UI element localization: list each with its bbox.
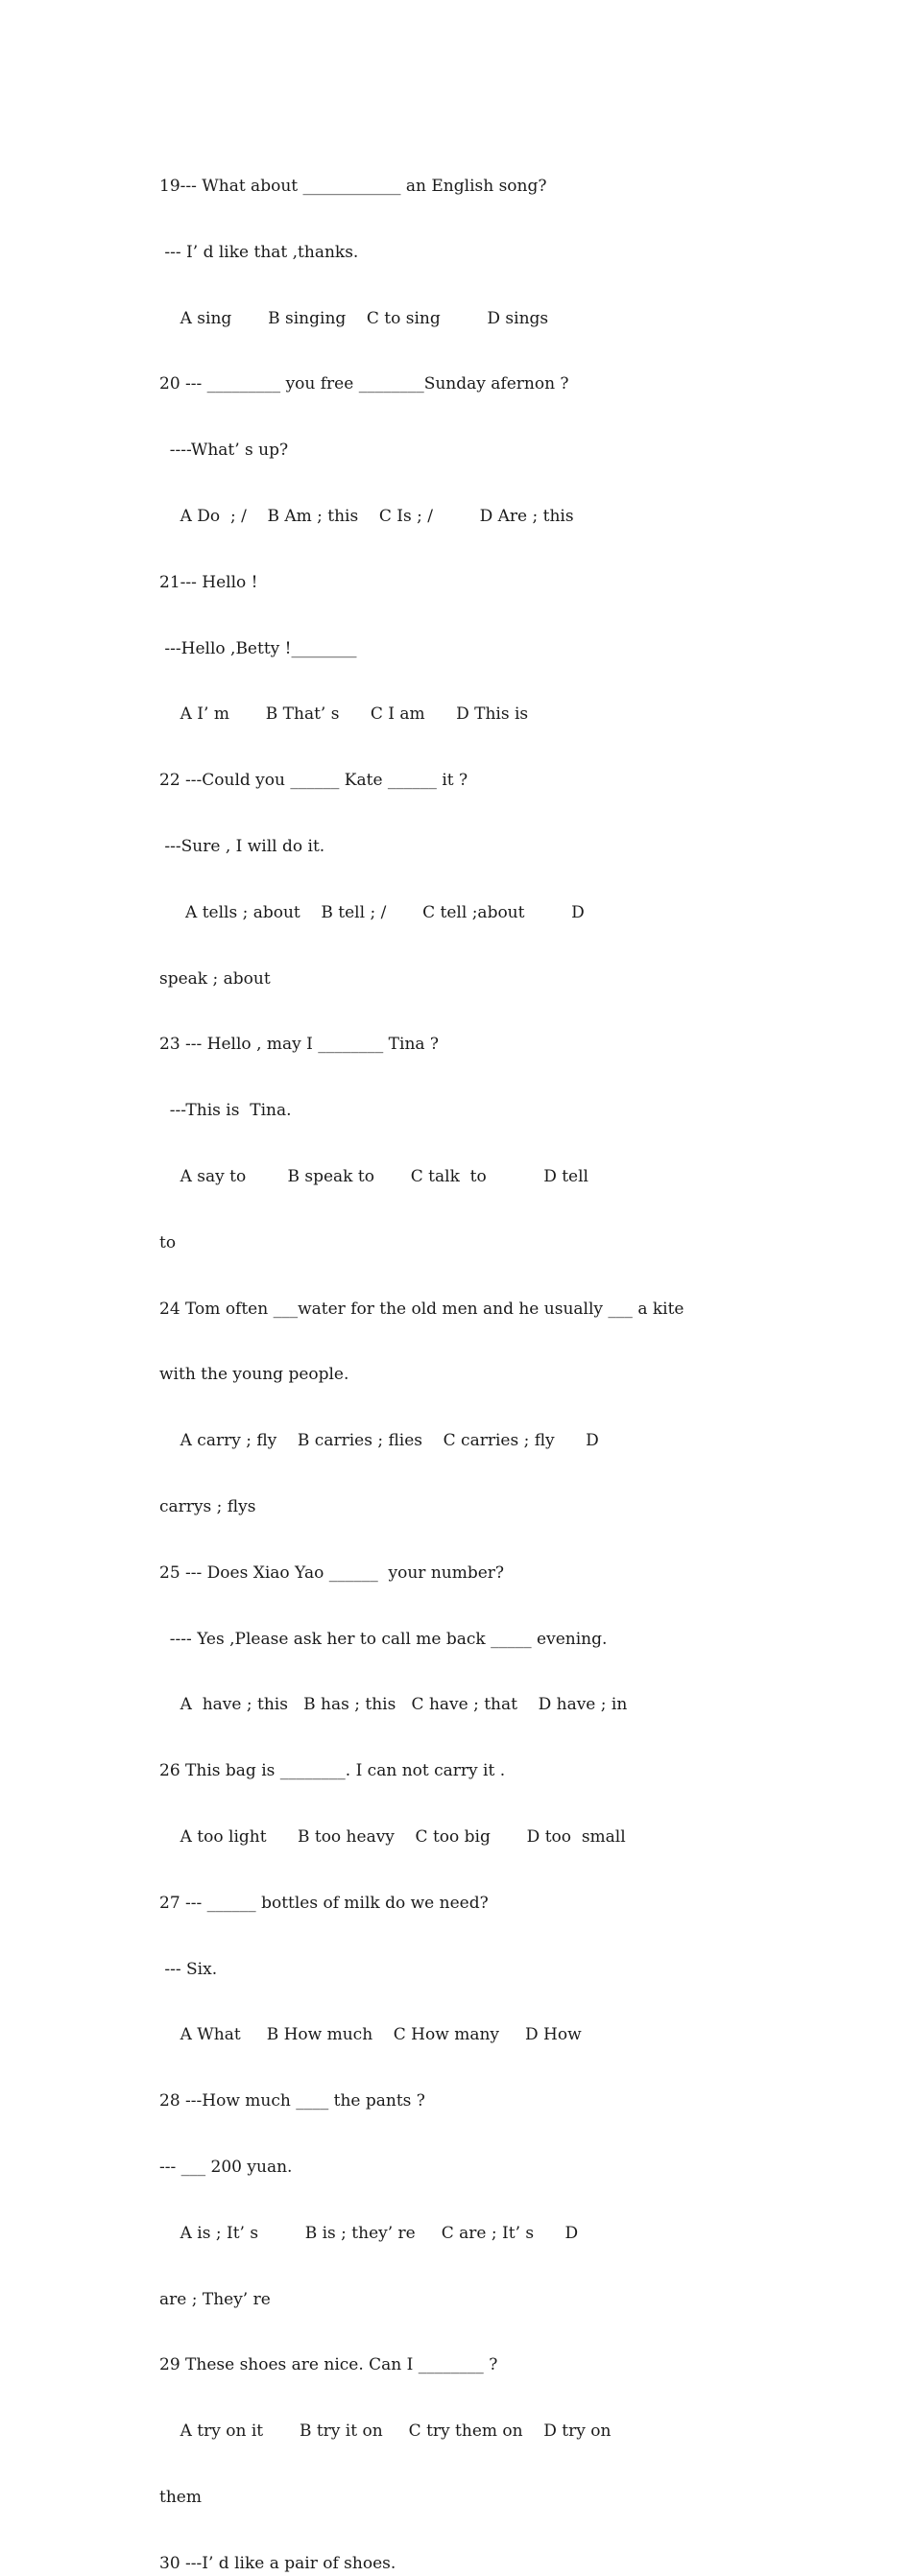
text-line: ---- Yes ,Please ask her to call me back _____ evening.	[159, 1629, 608, 1649]
text-line: --- ___ 200 yuan.	[159, 2157, 293, 2177]
text-line: 24 Tom often ___water for the old men and he usually ___ a kite	[159, 1299, 684, 1319]
text-line: 26 This bag is ________. I can not carry it .	[159, 1761, 506, 1781]
text-line: 20 --- _________ you free ________Sunday afernon ?	[159, 374, 569, 394]
text-line: A have ; this B has ; this C have ; that D have ; in	[159, 1695, 628, 1715]
text-line: are ; They’ re	[159, 2289, 271, 2309]
text-line: --- I’ d like that ,thanks.	[159, 242, 359, 262]
text-line: --- Six.	[159, 1959, 218, 1979]
text-line: A What B How much C How many D How	[159, 2025, 582, 2045]
text-line: 22 ---Could you ______ Kate ______ it ?	[159, 771, 468, 791]
text-line: 30 ---I’ d like a pair of shoes.	[159, 2553, 396, 2573]
text-line: A I’ m B That’ s C I am D This is	[159, 704, 529, 725]
text-line: A is ; It’ s B is ; they’ re C are ; It’ s D	[159, 2223, 579, 2243]
text-line: ---Hello ,Betty !________	[159, 638, 357, 658]
exam-page	[159, 134, 755, 2576]
text-line: 28 ---How much ____ the pants ?	[159, 2091, 425, 2111]
text-line: them	[159, 2487, 202, 2507]
text-line: A sing B singing C to sing D sings	[159, 308, 549, 328]
text-line: A say to B speak to C talk to D tell	[159, 1166, 588, 1186]
text-line: with the young people.	[159, 1365, 349, 1385]
text-line: 27 --- ______ bottles of milk do we need?	[159, 1893, 489, 1913]
text-line: A tells ; about B tell ; / C tell ;about D	[159, 902, 585, 922]
text-line: ---This is Tina.	[159, 1101, 292, 1121]
text-line: carrys ; flys	[159, 1496, 256, 1516]
text-line: to	[159, 1232, 177, 1252]
text-line: ----What’ s up?	[159, 441, 289, 461]
text-line: 23 --- Hello , may I ________ Tina ?	[159, 1035, 440, 1055]
text-line: ---Sure , I will do it.	[159, 836, 325, 856]
text-line: A too light B too heavy C too big D too small	[159, 1826, 626, 1847]
text-line: 19--- What about ____________ an English song?	[159, 177, 547, 196]
text-line: A carry ; fly B carries ; flies C carries ; fly D	[159, 1431, 599, 1451]
text-line: 25 --- Does Xiao Yao ______ your number?	[159, 1562, 505, 1583]
text-line: 21--- Hello !	[159, 572, 258, 592]
text-line: A try on it B try it on C try them on D try on	[159, 2421, 612, 2442]
text-line: A Do ; / B Am ; this C Is ; / D Are ; this	[159, 506, 574, 526]
text-line: 29 These shoes are nice. Can I ________ ?	[159, 2355, 498, 2375]
text-line: speak ; about	[159, 968, 271, 989]
